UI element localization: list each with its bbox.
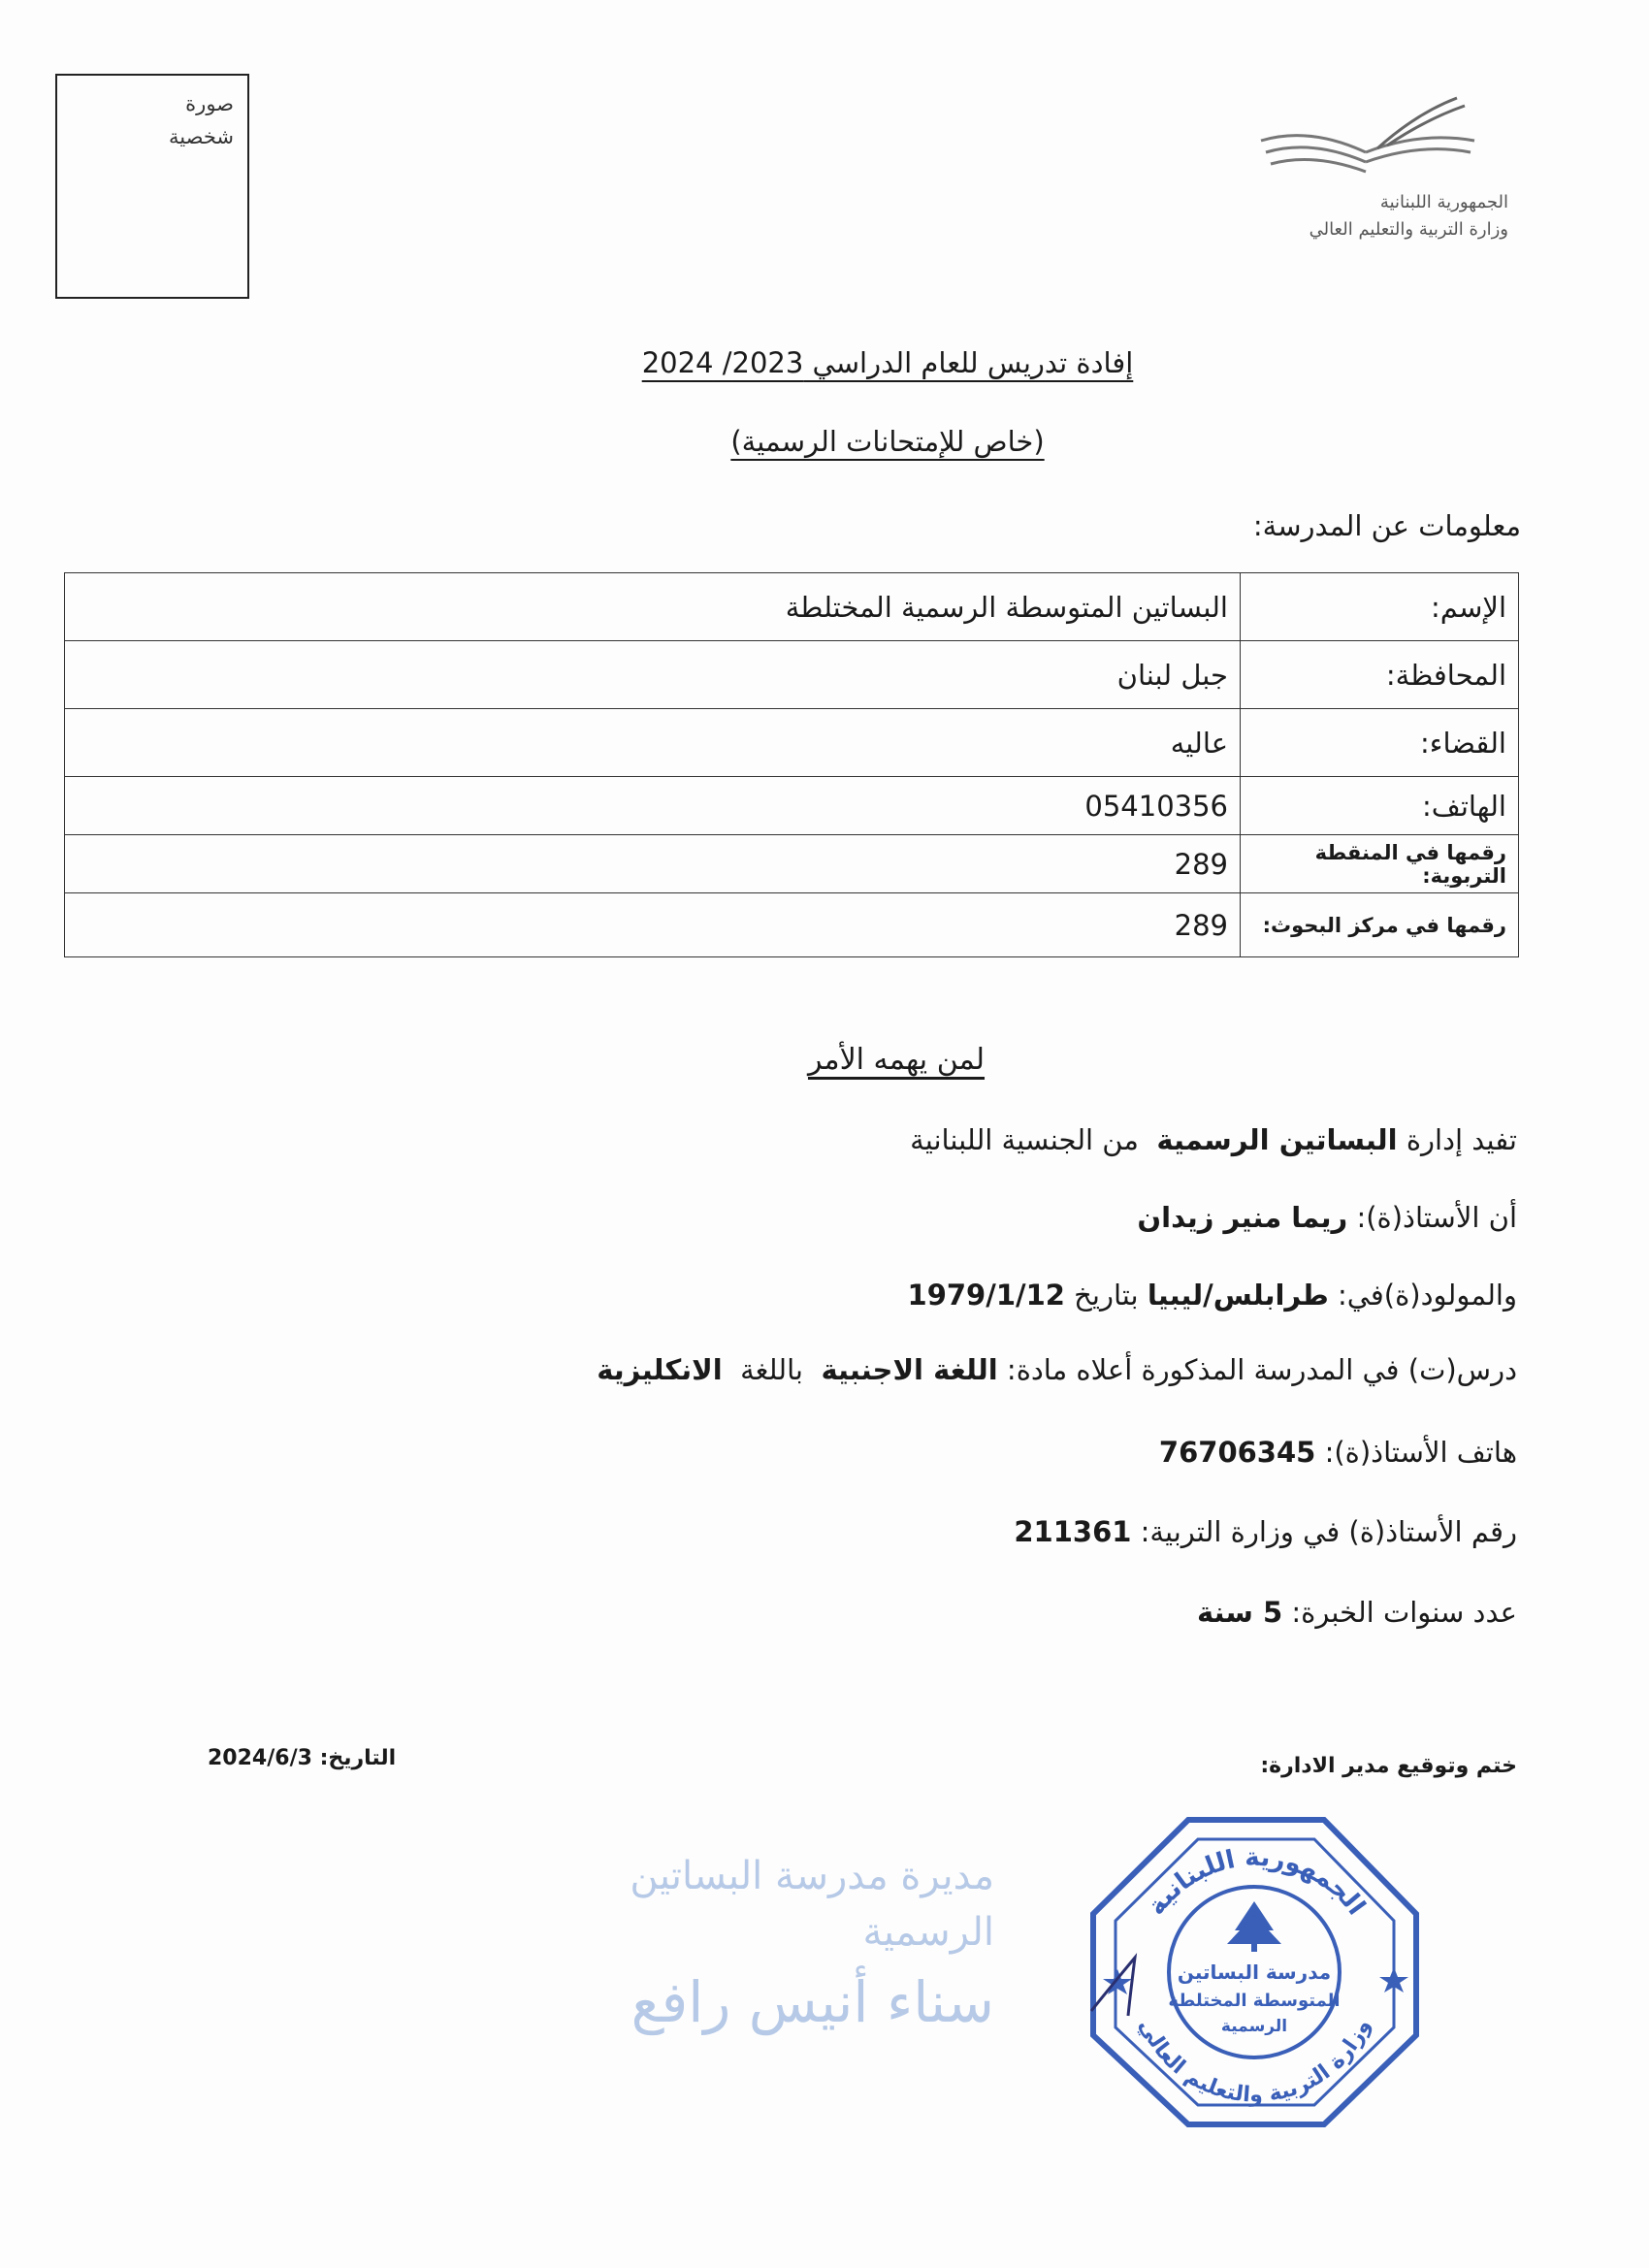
- row-value-district: عاليه: [65, 709, 1241, 777]
- document-title: [0, 346, 1649, 379]
- stamp-outer-bottom: وزارة التربية والتعليم العالي: [1133, 2015, 1376, 2108]
- director-signature-stamp: [529, 1848, 994, 2042]
- to-whom-heading: [0, 1043, 1649, 1077]
- personal-photo-box: [55, 74, 249, 299]
- cedar-tree-icon: [1227, 1901, 1281, 1952]
- date-value: 2024/6/3: [208, 1746, 312, 1770]
- row-value-edu-zone-number: 289: [65, 835, 1241, 893]
- document-title-text: إفادة تدريس للعام الدراسي 2023/ 2024: [641, 346, 1134, 379]
- row-label-phone: الهاتف:: [1241, 777, 1519, 835]
- signature-label: ختم وتوقيع مدير الادارة:: [1260, 1754, 1517, 1778]
- line-text: هاتف الأستاذ(ة):: [1324, 1436, 1517, 1469]
- stamp-outer-top: الجمهورية اللبنانية: [1142, 1842, 1372, 1922]
- document-subtitle-text: (خاص للإمتحانات الرسمية): [730, 425, 1045, 458]
- row-value-research-center-number: 289: [65, 893, 1241, 957]
- document-subtitle: [0, 425, 1649, 458]
- school-info-heading: معلومات عن المدرسة:: [1252, 509, 1521, 542]
- body-line-administration: [910, 1123, 1517, 1156]
- table-row: [65, 641, 1519, 709]
- table-row: [65, 893, 1519, 957]
- row-label-district: القضاء:: [1241, 709, 1519, 777]
- body-line-experience: [1197, 1596, 1517, 1629]
- experience-years: 5 سنة: [1196, 1596, 1283, 1629]
- school-info-table: [64, 572, 1519, 957]
- body-line-teacher-phone: [1159, 1436, 1517, 1469]
- body-line-teacher-name: [1137, 1201, 1517, 1234]
- photo-box-label: صورة شخصية: [169, 92, 234, 148]
- body-line-subject: [597, 1353, 1517, 1386]
- line-text: والمولود(ة)في:: [1337, 1279, 1517, 1312]
- line-text: تفيد إدارة: [1406, 1123, 1517, 1156]
- ministry-name-block: [1217, 189, 1508, 243]
- line-text: من الجنسية اللبنانية: [910, 1123, 1139, 1156]
- table-row: [65, 709, 1519, 777]
- row-label-edu-zone-number: رقمها في المنقطة التربوية:: [1241, 835, 1519, 893]
- director-title: مديرة مدرسة البساتين الرسمية: [630, 1854, 994, 1955]
- line-text: باللغة: [740, 1353, 803, 1386]
- table-row: [65, 835, 1519, 893]
- ministry-line-ministry: وزارة التربية والتعليم العالي: [1309, 219, 1508, 240]
- stamp-inner-line3: الرسمية: [1220, 2017, 1288, 2036]
- document-date: [208, 1746, 396, 1770]
- row-label-governorate: المحافظة:: [1241, 641, 1519, 709]
- line-text: عدد سنوات الخبرة:: [1291, 1596, 1517, 1629]
- row-value-governorate: جبل لبنان: [65, 641, 1241, 709]
- director-name: سناء أنيس رافع: [630, 1969, 994, 2035]
- line-text: درس(ت) في المدرسة المذكورة أعلاه مادة:: [1006, 1353, 1517, 1386]
- row-value-name: البساتين المتوسطة الرسمية المختلطة: [65, 573, 1241, 641]
- body-line-birth: [908, 1279, 1517, 1312]
- row-label-research-center-number: رقمها في مركز البحوث:: [1241, 893, 1519, 957]
- line-text: بتاريخ: [1074, 1279, 1139, 1312]
- date-label: التاريخ:: [319, 1746, 397, 1770]
- birth-date: 1979/1/12: [907, 1279, 1065, 1312]
- stamp-inner-line2: المتوسطة المختلطة: [1168, 1991, 1341, 2011]
- ministry-book-logo-icon: [1251, 92, 1484, 189]
- teaching-language: الانكليزية: [597, 1353, 723, 1386]
- body-line-ministry-number: [1014, 1515, 1517, 1548]
- teacher-name: ريما منير زيدان: [1137, 1201, 1348, 1234]
- to-whom-heading-text: لمن يهمه الأمر: [807, 1043, 986, 1077]
- teacher-phone: 76706345: [1158, 1436, 1316, 1469]
- school-name-bold: البساتين الرسمية: [1156, 1123, 1398, 1156]
- stamp-inner-line1: مدرسة البساتين: [1177, 1960, 1332, 1984]
- teacher-ministry-number: 211361: [1014, 1515, 1132, 1548]
- table-row: [65, 777, 1519, 835]
- table-row: [65, 573, 1519, 641]
- row-label-name: الإسم:: [1241, 573, 1519, 641]
- birth-place: طرابلس/ليبيا: [1147, 1279, 1329, 1312]
- row-value-phone: 05410356: [65, 777, 1241, 835]
- official-school-stamp: [1082, 1812, 1426, 2132]
- line-text: أن الأستاذ(ة):: [1356, 1201, 1517, 1234]
- subject-name: اللغة الاجنبية: [821, 1353, 998, 1386]
- ministry-line-republic: الجمهورية اللبنانية: [1379, 192, 1508, 212]
- line-text: رقم الأستاذ(ة) في وزارة التربية:: [1140, 1515, 1517, 1548]
